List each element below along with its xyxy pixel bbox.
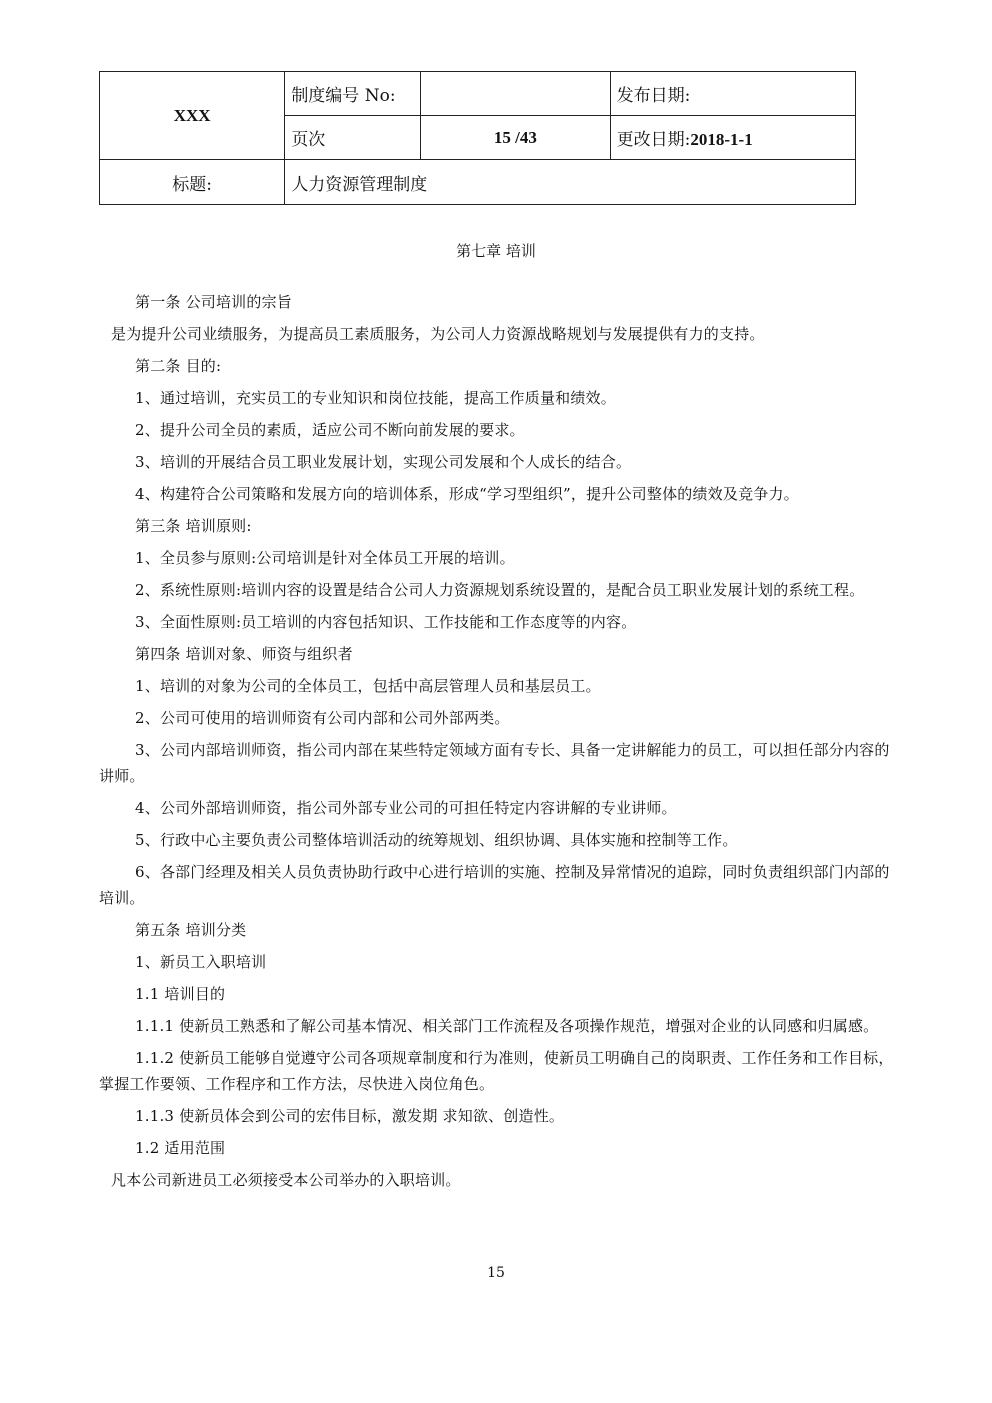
article-heading: 第五条 培训分类: [135, 921, 247, 939]
paragraph: 是为提升公司业绩服务，为提高员工素质服务，为公司人力资源战略规划与发展提供有力的支持。: [111, 325, 765, 343]
list-item: 3、全面性原则:员工培训的内容包括知识、工作技能和工作态度等的内容。: [135, 613, 637, 631]
list-item: 3、公司内部培训师资，指公司内部在某些特定领域方面有专长、具备一定讲解能力的员工，可以担任部分内容的讲师。: [99, 741, 890, 785]
list-item: 1.1.2 使新员工能够自觉遵守公司各项规章制度和行为准则，使新员工明确自己的岗职责、工作任务和工作目标，掌握工作要领、工作程序和工作方法，尽快进入岗位角色。: [99, 1049, 894, 1093]
list-item: 5、行政中心主要负责公司整体培训活动的统筹规划、组织协调、具体实施和控制等工作。: [135, 831, 738, 849]
title-label: 标题:: [100, 160, 285, 205]
page-label: 页次: [285, 116, 421, 160]
subsection-heading: 1.2 适用范围: [135, 1139, 226, 1157]
list-item: 1、全员参与原则:公司培训是针对全体员工开展的培训。: [135, 549, 515, 567]
revise-date: 更改日期:2018-1-1: [610, 116, 855, 160]
list-item: 4、公司外部培训师资，指公司外部专业公司的可担任特定内容讲解的专业讲师。: [135, 799, 677, 817]
list-item: 1.1.1 使新员工熟悉和了解公司基本情况、相关部门工作流程及各项操作规范，增强对企业的认同感和归属感。: [135, 1017, 879, 1035]
list-item: 2、提升公司全员的素质，适应公司不断向前发展的要求。: [135, 421, 525, 439]
publish-date-label: 发布日期:: [610, 72, 855, 116]
article-heading: 第二条 目的:: [135, 357, 222, 375]
list-item: 1、培训的对象为公司的全体员工，包括中高层管理人员和基层员工。: [135, 677, 601, 695]
doc-no-value: [421, 72, 611, 116]
article-heading: 第三条 培训原则:: [135, 517, 252, 535]
list-item: 1.1.3 使新员体会到公司的宏伟目标，激发期 求知欲、创造性。: [135, 1107, 565, 1125]
document-header-table: [99, 71, 856, 205]
company-name: XXX: [100, 72, 285, 160]
list-item: 2、公司可使用的培训师资有公司内部和公司外部两类。: [135, 709, 510, 727]
list-item: 4、构建符合公司策略和发展方向的培训体系，形成“学习型组织”，提升公司整体的绩效及竞争力。: [135, 485, 799, 503]
chapter-heading: 第七章 培训: [456, 242, 536, 260]
paragraph: 凡本公司新进员工必须接受本公司举办的入职培训。: [111, 1171, 461, 1189]
article-heading: 第四条 培训对象、师资与组织者: [135, 645, 353, 663]
subsection-heading: 1.1 培训目的: [135, 985, 226, 1003]
page-value: 15 /43: [421, 116, 611, 160]
page-number: 15: [487, 1265, 505, 1281]
section-heading: 1、新员工入职培训: [135, 953, 267, 971]
article-heading: 第一条 公司培训的宗旨: [135, 293, 292, 311]
list-item: 1、通过培训，充实员工的专业知识和岗位技能，提高工作质量和绩效。: [135, 389, 616, 407]
list-item: 6、各部门经理及相关人员负责协助行政中心进行培训的实施、控制及异常情况的追踪，同时负责组织部门内部的培训。: [99, 863, 890, 907]
document-body: [99, 289, 900, 1199]
list-item: 2、系统性原则:培训内容的设置是结合公司人力资源规划系统设置的，是配合员工职业发展计划的系统工程。: [135, 581, 865, 599]
document-title: 人力资源管理制度: [285, 160, 856, 205]
doc-no-label: 制度编号 No:: [285, 72, 421, 116]
list-item: 3、培训的开展结合员工职业发展计划，实现公司发展和个人成长的结合。: [135, 453, 632, 471]
